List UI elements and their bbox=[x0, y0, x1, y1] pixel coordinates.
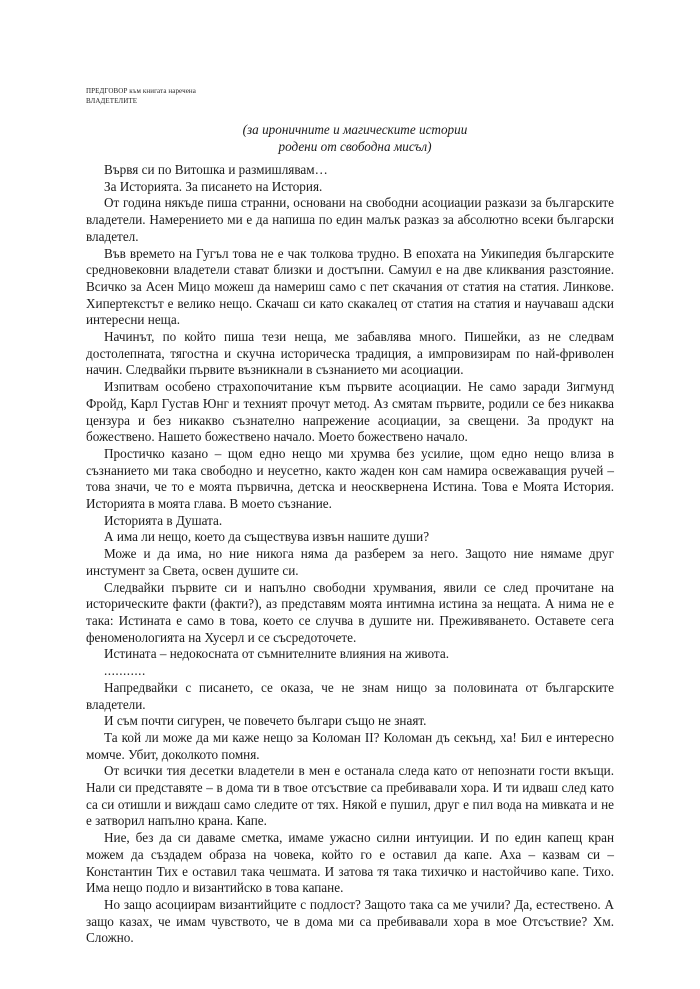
paragraph: Вървя си по Витошка и размишлявам… bbox=[104, 162, 328, 177]
paragraph: И съм почти сигурен, че повечето българи също не знаят. bbox=[104, 713, 427, 729]
paragraph: Изпитвам особено страхопочитание към първите асоциации. Не само заради Зигмунд Фройд, Карл Густав Юнг и техният прочут метод. Аз смятам първите, родили се без никаква цензура и без никакво съзнателно напрежение асоциации, за свещени. За продукт на божествено. Нашето божествено начало. Моето божествено начало. bbox=[86, 379, 614, 445]
header-line-1: ПРЕДГОВОР към книгата наречена bbox=[86, 87, 196, 95]
header-line-2: ВЛАДЕТЕЛИТЕ bbox=[86, 97, 138, 105]
section-break: ........... bbox=[104, 663, 146, 679]
paragraph: Истината – недокосната от съмнителните влияния на живота. bbox=[104, 646, 450, 662]
paragraph: Та кой ли може да ми каже нещо за Коломан II? Коломан дъ секънд, ха! Бил е интересно момче. Убит, доколкото помня. bbox=[86, 729, 614, 762]
paragraph: Може и да има, но ние никога няма да разберем за него. Защото ние нямаме друг инстумент за Света, освен душите си. bbox=[86, 546, 614, 578]
paragraph: А има ли нещо, което да съществува извън нашите души? bbox=[104, 529, 430, 545]
subtitle bbox=[150, 121, 560, 155]
paragraph: Напредвайки с писането, се оказа, че не знам нищо за половината от българските владетели. bbox=[86, 679, 614, 712]
paragraph: Но защо асоциирам византийците с подлост? Защото така са ме учили? Да, естествено. А защо казах, че имам чувството, че в дома ми са пребивавали хора в мое Отсъствие? Хм. Сложно. bbox=[86, 896, 614, 946]
paragraph: Ние, без да си даваме сметка, имаме ужасно силни интуиции. И по един капещ кран можем да създадем образа на човека, който го е оставил да капе. Аха – казвам си – Константин Тих е оставил така чешмата. И затова тя така тихичко и настойчиво капе. Тихо. Има нещо подло и византийско в това капане. bbox=[86, 830, 614, 896]
paragraph: Простичко казано – щом едно нещо ми хрумва без усилие, щом едно нещо влиза в съзнанието ми така свободно и неусетно, както жаден кон сам намира освежаващия ручей – това значи, че то е моята първична, детска и неосквернена Истина. Това е Моята История. Историята в моята глава. В моето съзнание. bbox=[86, 445, 614, 512]
paragraph: Начинът, по който пиша тези неща, ме забавлява много. Пишейки, аз не следвам достолепната, тягостна и скучна историческа традиция, а импровизирам по най-фриволен начин. Следвайки първите възникнали в съзнанието ми асоциации. bbox=[86, 329, 614, 378]
paragraph: За Историята. За писането на История. bbox=[104, 178, 323, 194]
paragraph: От година някъде пиша странни, основани на свободни асоциации разкази за българските владетели. Намерението ми е да напиша по един малък разказ за абсолютно всеки български владетел. bbox=[86, 195, 614, 244]
paragraph: Историята в Душата. bbox=[104, 512, 223, 528]
paragraph: От всички тия десетки владетели в мен е останала следа като от непознати гости вкъщи. Нали си представяте – в дома ти в твое отсъствие са пребивавали хора. И ти идваш след като са си отишли и виждаш само следите от тях. Някой е пушил, друг е пил вода на мивката и не е затворил напълно крана. Капе. bbox=[86, 763, 614, 829]
paragraph: Във времето на Гугъл това не е чак толкова трудно. В епохата на Уикипедия българските средновековни владетели стават близки и достъпни. Самуил е на две кликвания разстояние. Всичко за Асен Мицо можеш да намериш само с пет скачания от статия на статия. Линкове. Хипертекстът е велико нещо. Скачаш си като скакалец от статия на статия и научаваш адски интересни неща. bbox=[86, 245, 614, 328]
subtitle-line-1: (за ироничните и магическите истории bbox=[242, 122, 468, 137]
body-text bbox=[86, 162, 614, 947]
subtitle-line-2: родени от свободна мисъл) bbox=[278, 139, 432, 154]
paragraph: Следвайки първите си и напълно свободни хрумвания, явили се след прочитане на историческите факти (факти?), аз представям моята интимна истина за нещата. А нима не е така: Истината е само в това, което се случва в душите ни. Преживяването. Оставете сега феноменологията на Хусерл и се съсредоточете. bbox=[86, 579, 614, 645]
running-header bbox=[86, 86, 196, 106]
